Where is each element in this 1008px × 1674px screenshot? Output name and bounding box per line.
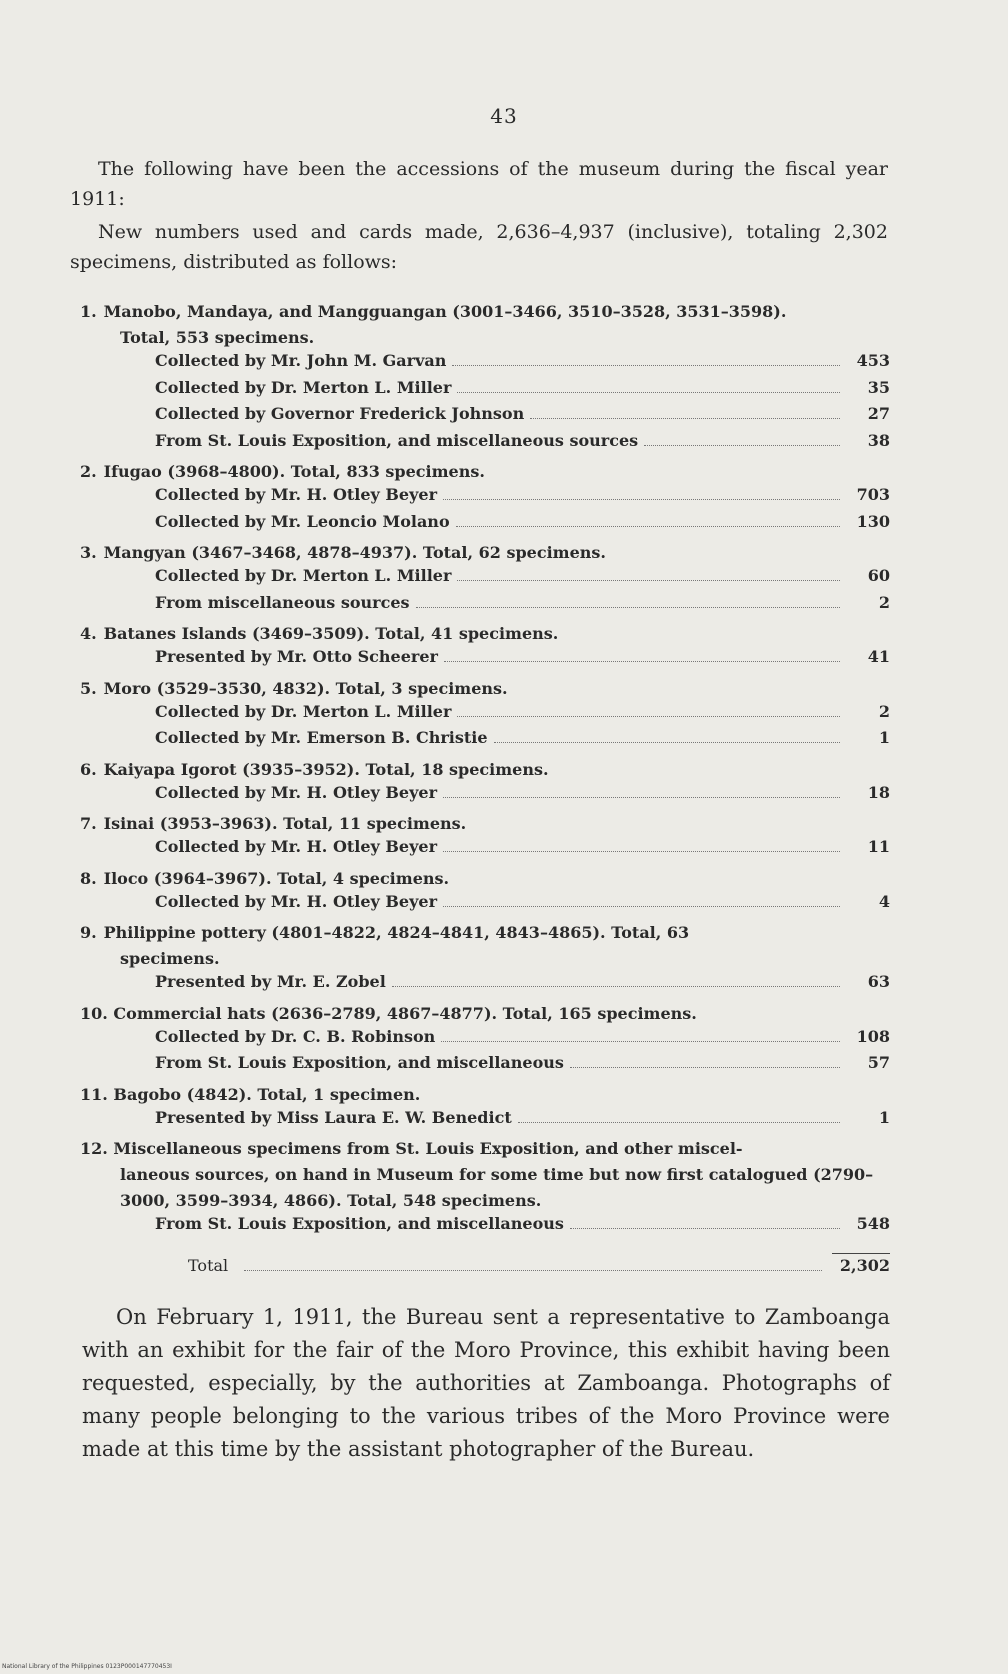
accession-item bbox=[80, 866, 890, 919]
dot-leader bbox=[443, 906, 840, 907]
closing-text: On February 1, 1911, the Bureau sent a representative to Zamboanga with an exhibit for the fair of the Moro Province, this exhibit having been requested, especially, by the authorities at Zamboanga. Photographs of many people belonging to the various tribes of the Moro Province were made at this time by the assistant photographer of the Bureau. bbox=[82, 1305, 890, 1461]
accession-count: 27 bbox=[867, 404, 890, 423]
accession-source: Collected by Mr. H. Otley Beyer bbox=[155, 891, 437, 911]
accession-row bbox=[80, 728, 890, 755]
accession-number: 9. bbox=[80, 923, 97, 942]
dot-leader bbox=[443, 797, 840, 798]
accession-heading-text: Bagobo (4842). Total, 1 specimen. bbox=[113, 1084, 421, 1104]
accession-heading bbox=[80, 299, 890, 325]
accession-heading bbox=[80, 811, 890, 837]
accession-row bbox=[80, 1108, 890, 1135]
accession-number: 10. bbox=[80, 1003, 108, 1023]
accession-heading bbox=[80, 676, 890, 702]
dot-leader bbox=[530, 418, 840, 419]
accession-heading bbox=[80, 1001, 890, 1027]
accession-row bbox=[80, 485, 890, 512]
accession-row bbox=[80, 404, 890, 431]
accession-item bbox=[80, 811, 890, 864]
accession-heading bbox=[80, 866, 890, 892]
accession-heading bbox=[80, 1136, 890, 1162]
accession-row bbox=[80, 1214, 890, 1241]
accession-count: 2 bbox=[878, 592, 890, 612]
accession-heading bbox=[80, 459, 890, 485]
accession-source: Collected by Mr. Leoncio Molano bbox=[155, 511, 450, 531]
accession-item bbox=[80, 1136, 890, 1241]
dot-leader bbox=[494, 742, 841, 743]
page-number: 43 bbox=[490, 104, 518, 128]
dot-leader bbox=[416, 607, 840, 608]
dot-leader bbox=[456, 526, 840, 527]
dot-leader bbox=[392, 986, 840, 987]
accession-number: 6. bbox=[80, 759, 97, 779]
dot-leader bbox=[443, 851, 840, 852]
accession-row bbox=[80, 892, 890, 919]
dot-leader bbox=[644, 445, 840, 446]
accession-heading bbox=[80, 1082, 890, 1108]
accession-count: 11 bbox=[867, 837, 890, 856]
accession-heading-text: Batanes Islands (3469–3509). Total, 41 specimens. bbox=[103, 624, 559, 643]
accession-source: From miscellaneous sources bbox=[155, 592, 410, 612]
accession-number: 11. bbox=[80, 1084, 108, 1104]
accession-count: 130 bbox=[856, 511, 890, 531]
accession-row bbox=[80, 351, 890, 378]
accession-source: Collected by Dr. Merton L. Miller bbox=[155, 566, 452, 585]
accession-count: 35 bbox=[867, 377, 890, 397]
accession-source: From St. Louis Exposition, and miscellaneous sources bbox=[155, 430, 639, 450]
accession-source: Collected by Dr. C. B. Robinson bbox=[155, 1026, 436, 1046]
dot-leader bbox=[457, 392, 840, 393]
accession-source: Collected by Dr. Merton L. Miller bbox=[155, 701, 452, 721]
accession-source: Collected by Governor Frederick Johnson bbox=[155, 404, 525, 423]
accession-heading bbox=[80, 920, 890, 946]
dot-leader bbox=[443, 499, 840, 500]
accession-count: 2 bbox=[878, 701, 890, 721]
accession-heading-continuation: laneous sources, on hand in Museum for some time but now first catalogued (2790–3000, 3599–3934, 4866). Total, 548 specimens. bbox=[120, 1165, 874, 1210]
accession-heading-continuation: Total, 553 specimens. bbox=[120, 328, 315, 347]
accession-count: 4 bbox=[878, 891, 890, 911]
accession-count: 41 bbox=[867, 647, 890, 666]
accession-count: 1 bbox=[878, 1107, 890, 1127]
accession-row bbox=[80, 783, 890, 810]
intro-text-2: New numbers used and cards made, 2,636–4,937 (inclusive), totaling 2,302 specimens, distributed as follows: bbox=[70, 221, 888, 273]
accession-source: Collected by Mr. John M. Garvan bbox=[155, 351, 447, 370]
accession-count: 453 bbox=[856, 351, 890, 370]
closing-paragraph bbox=[82, 1301, 890, 1466]
accession-source: From St. Louis Exposition, and miscellaneous bbox=[155, 1214, 564, 1233]
accession-count: 703 bbox=[856, 485, 890, 504]
accession-heading-text: Commercial hats (2636–2789, 4867–4877). Total, 165 specimens. bbox=[113, 1003, 697, 1023]
intro-text-1: The following have been the accessions of the museum during the fiscal year 1911: bbox=[70, 158, 888, 210]
accession-count: 108 bbox=[856, 1026, 890, 1046]
accession-source: Presented by Mr. E. Zobel bbox=[155, 972, 386, 991]
accession-source: Collected by Dr. Merton L. Miller bbox=[155, 377, 452, 397]
accession-item bbox=[80, 540, 890, 619]
total-label: Total bbox=[188, 1255, 229, 1275]
accession-heading bbox=[80, 540, 890, 566]
dot-leader bbox=[444, 661, 840, 662]
accession-row bbox=[80, 512, 890, 539]
accession-row bbox=[80, 702, 890, 729]
accession-count: 60 bbox=[867, 566, 890, 585]
accession-source: Collected by Mr. H. Otley Beyer bbox=[155, 782, 437, 802]
dot-leader bbox=[452, 365, 840, 366]
dot-leader bbox=[457, 580, 840, 581]
accession-row bbox=[80, 1027, 890, 1054]
accession-number: 5. bbox=[80, 678, 97, 698]
accession-row bbox=[80, 431, 890, 458]
total-row bbox=[80, 1253, 890, 1283]
accession-heading-text: Manobo, Mandaya, and Mangguangan (3001–3466, 3510–3528, 3531–3598). bbox=[103, 302, 787, 321]
footer-credit: National Library of the Philippines 0123P000147770453I bbox=[2, 1663, 172, 1670]
accession-heading-continuation: specimens. bbox=[120, 949, 220, 968]
accession-heading-text: Moro (3529–3530, 4832). Total, 3 specimens. bbox=[103, 678, 508, 698]
accession-row bbox=[80, 647, 890, 674]
accession-heading-text: Philippine pottery (4801–4822, 4824–4841, 4843–4865). Total, 63 bbox=[103, 923, 690, 942]
accession-number: 4. bbox=[80, 624, 97, 643]
accession-row bbox=[80, 972, 890, 999]
accession-number: 8. bbox=[80, 868, 97, 888]
intro-paragraph-2 bbox=[70, 217, 888, 277]
accession-heading bbox=[80, 621, 890, 647]
accession-heading-text: Kaiyapa Igorot (3935–3952). Total, 18 specimens. bbox=[103, 759, 549, 779]
accession-heading bbox=[80, 757, 890, 783]
total-value: 2,302 bbox=[832, 1253, 890, 1275]
accession-heading-text: Mangyan (3467–3468, 4878–4937). Total, 62 specimens. bbox=[103, 543, 606, 562]
accession-number: 12. bbox=[80, 1139, 108, 1158]
accession-item bbox=[80, 920, 890, 999]
accession-heading-text: Isinai (3953–3963). Total, 11 specimens. bbox=[103, 814, 467, 833]
accession-row bbox=[80, 593, 890, 620]
accession-item bbox=[80, 621, 890, 674]
accession-count: 548 bbox=[856, 1214, 890, 1233]
accession-item bbox=[80, 1001, 890, 1080]
accession-source: Collected by Mr. Emerson B. Christie bbox=[155, 728, 488, 747]
dot-leader bbox=[441, 1041, 840, 1042]
accession-count: 63 bbox=[867, 972, 890, 991]
accession-row bbox=[80, 1053, 890, 1080]
accession-item bbox=[80, 757, 890, 810]
accession-row bbox=[80, 378, 890, 405]
accession-item bbox=[80, 676, 890, 755]
dot-leader bbox=[244, 1270, 822, 1271]
accession-source: Collected by Mr. H. Otley Beyer bbox=[155, 837, 437, 856]
accession-number: 1. bbox=[80, 302, 97, 321]
accession-item bbox=[80, 299, 890, 457]
accession-source: Presented by Mr. Otto Scheerer bbox=[155, 647, 438, 666]
dot-leader bbox=[518, 1122, 840, 1123]
accession-source: From St. Louis Exposition, and miscellaneous bbox=[155, 1053, 564, 1072]
accession-count: 18 bbox=[867, 782, 890, 802]
accessions-list bbox=[80, 299, 890, 1283]
accession-row bbox=[80, 837, 890, 864]
intro-paragraph-1 bbox=[70, 154, 888, 214]
dot-leader bbox=[457, 716, 840, 717]
accession-heading-text: Ifugao (3968–4800). Total, 833 specimens. bbox=[103, 462, 485, 481]
accession-row bbox=[80, 566, 890, 593]
accession-item bbox=[80, 459, 890, 538]
accession-number: 2. bbox=[80, 462, 97, 481]
accession-number: 7. bbox=[80, 814, 97, 833]
accession-item bbox=[80, 1082, 890, 1135]
accession-source: Collected by Mr. H. Otley Beyer bbox=[155, 485, 437, 504]
accession-count: 38 bbox=[867, 430, 890, 450]
dot-leader bbox=[570, 1228, 840, 1229]
accession-source: Presented by Miss Laura E. W. Benedict bbox=[155, 1107, 512, 1127]
accession-count: 1 bbox=[878, 728, 890, 747]
accession-heading-text: Iloco (3964–3967). Total, 4 specimens. bbox=[103, 868, 450, 888]
accession-number: 3. bbox=[80, 543, 97, 562]
accession-heading-text: Miscellaneous specimens from St. Louis Exposition, and other miscel- bbox=[113, 1139, 743, 1158]
dot-leader bbox=[570, 1067, 840, 1068]
accession-count: 57 bbox=[867, 1053, 890, 1072]
